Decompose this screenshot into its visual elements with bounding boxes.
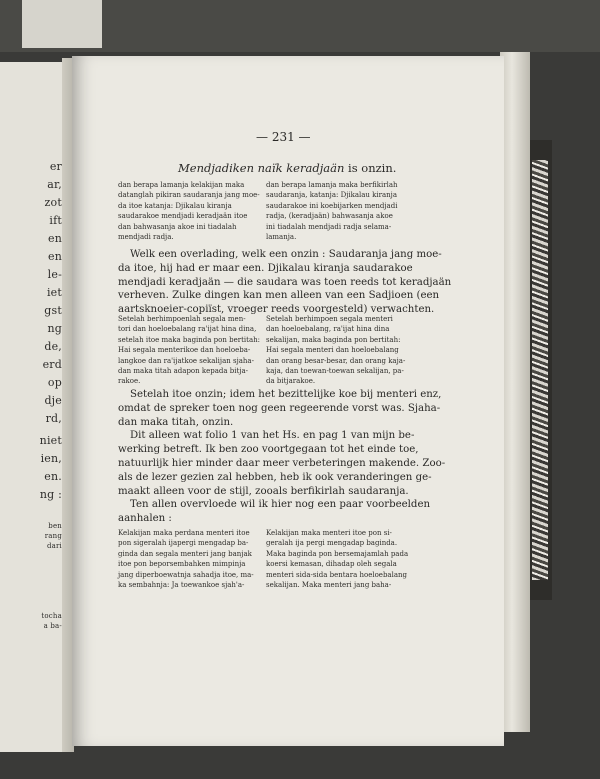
left-fragment: dari [46, 542, 62, 550]
page-number: — 231 — [256, 130, 311, 144]
text-line: saudaranja, katanja: Djikalau kiranja [266, 191, 398, 200]
text-line: Setelah berhimpoenlah segala men- [118, 315, 246, 323]
text-line: ka sembahnja: Ja toewankoe sjah'a- [118, 581, 245, 590]
backdrop-paper [22, 0, 102, 48]
text-line: Hai segala menteri dan hoeloebalang [266, 346, 399, 355]
text-line: werking betreft. Ik ben zoo voortgegaan tot het einde toe, [118, 444, 419, 456]
heading-italic: Mendjadiken naïk keradjaän [178, 161, 345, 175]
text-line: da bitjarakoe. [266, 377, 316, 386]
text-line: Kelakijan maka perdana menteri itoe [118, 529, 250, 537]
text-line: Maka baginda pon bersemajamlah pada [266, 549, 409, 558]
page-stack [500, 52, 530, 732]
text-line: da itoe katanja: Djikalau kiranja [118, 201, 232, 210]
text-line: sekalijan, maka baginda pon bertitah: [266, 335, 401, 344]
left-fragment: dje [44, 394, 62, 407]
text-line: datanglah pikiran saudaranja jang moe- [118, 191, 260, 200]
left-fragment: gst [44, 304, 62, 317]
left-fragment: tocha [41, 612, 62, 620]
text-line: pon sigeralah ijapergi mengadap ba- [118, 539, 249, 548]
marbled-edge [532, 160, 548, 580]
text-line: sekalijan. Maka menteri jang baha- [266, 581, 392, 590]
left-fragment: en [48, 232, 62, 245]
text-line: kaja, dan toewan-toewan sekalijan, pa- [266, 367, 404, 376]
block3-right-column [266, 528, 409, 590]
block1-left-column [118, 180, 260, 242]
block2-left-column [118, 314, 260, 387]
text-line: menteri sida-sida bentara hoeloebalang [266, 570, 407, 579]
text-line: als de lezer gezien zal hebben, heb ik ook veranderingen ge- [118, 471, 432, 483]
text-line: koersi kemasan, dihadap oleh segala [266, 560, 397, 569]
text-line: dan bahwasanja akoe ini tiadalah [118, 222, 237, 231]
left-fragment: ift [49, 214, 62, 227]
block2-right-column [266, 314, 406, 387]
paragraph-2 [118, 388, 446, 526]
text-line: saudarakoe mendjadi keradjaän itoe [118, 212, 248, 221]
text-line: saudarakoe ini koebijarken mendjadi [266, 201, 398, 210]
left-fragment: niet [39, 434, 62, 447]
text-line: omdat de spreker toen nog geen regeerende vorst was. Sjaha- [118, 402, 441, 414]
text-line: tori dan hoeloebalang ra'ijat hina dina, [118, 325, 257, 334]
text-line: langkoe dan ra'ijatkoe sekalijan sjaha- [118, 356, 254, 365]
left-fragment: rd, [45, 412, 62, 425]
text-line: Dit alleen wat folio 1 van het Hs. en pag 1 van mijn be- [130, 430, 415, 442]
left-fragment: de, [44, 340, 62, 353]
text-line: da itoe, hij had er maar een. Djikalau kiranja saudarakoe [118, 262, 413, 274]
left-fragment: zot [44, 196, 62, 209]
text-line: radja, (keradjaän) bahwasanja akoe [266, 212, 393, 221]
left-fragment: op [47, 376, 62, 389]
paragraph-1 [118, 248, 452, 317]
left-fragment: rang [44, 532, 62, 540]
text-line: itoe pon beporsembahken mimpinja [118, 560, 246, 569]
text-line: Setelah berhimpoen segala menteri [266, 315, 393, 323]
left-fragment: le- [47, 268, 62, 281]
text-line: verheven. Zulke dingen kan men alleen van een Sadjioen (een [118, 290, 440, 302]
left-page [0, 62, 64, 752]
text-line: rakoe. [118, 377, 141, 386]
left-fragment: erd [42, 358, 62, 371]
text-line: lamanja. [266, 233, 297, 242]
block1-right-column [266, 180, 406, 242]
left-fragment: ng [47, 322, 62, 335]
text-line: geralah ija pergi mengadap baginda. [266, 539, 398, 548]
text-line: dan berapa lamanja kelakijan maka [118, 181, 245, 189]
left-fragment: en. [44, 470, 62, 483]
text-line: dan maka titah, onzin. [118, 416, 234, 428]
text-line: Hai segala menterikoe dan hoeloeba- [118, 346, 251, 355]
text-line: dan berapa lamanja maka berfikirlah [266, 181, 398, 189]
text-line: Ten allen overvloede wil ik hier nog een paar voorbeelden [130, 499, 431, 511]
text-line: Kelakijan maka menteri itoe pon si- [266, 529, 392, 537]
text-line: Welk een overlading, welk een onzin : Saudaranja jang moe- [130, 249, 442, 260]
text-line: ginda dan segala menteri jang banjak [118, 549, 252, 558]
text-line: mendjadi radja. [118, 233, 174, 242]
left-fragment: a ba- [43, 622, 62, 630]
left-fragment: ben [48, 522, 62, 530]
left-fragment: ien, [40, 452, 62, 465]
left-fragment: iet [46, 286, 62, 299]
text-line: maakt alleen voor de stijl, zooals berfikirlah saudaranja. [118, 485, 409, 497]
left-fragment: en [48, 250, 62, 263]
text-line: dan hoeloebalang, ra'ijat hina dina [266, 325, 390, 334]
text-line: ini tiadalah mendjadi radja selama- [266, 222, 392, 231]
left-fragment: ng : [39, 488, 62, 501]
text-line: natuurlijk hier minder daar meer verbeteringen makende. Zoo- [118, 457, 446, 469]
text-line: dan maka titah adapon kepada bitja- [118, 367, 249, 376]
left-fragment: ar, [47, 178, 62, 191]
text-line: dan orang besar-besar, dan orang kaja- [266, 356, 406, 365]
left-fragment: er [49, 160, 62, 173]
text-line: Setelah itoe onzin; idem het bezittelijke koe bij menteri enz, [130, 389, 442, 400]
section-heading [178, 161, 396, 175]
text-line: setelah itoe maka baginda pon bertitah: [118, 335, 260, 344]
text-line: jang diperboewatnja sahadja itoe, ma- [118, 570, 254, 579]
text-line: aartsknoeier-copiïst, vroeger reeds voorgesteld) verwachten. [118, 304, 435, 316]
heading-rest: is onzin. [348, 161, 397, 175]
text-line: mendjadi keradjaän — die saudara was toen reeds tot keradjaän [118, 276, 452, 288]
block3-left-column [118, 528, 256, 590]
text-line: aanhalen : [118, 513, 172, 525]
